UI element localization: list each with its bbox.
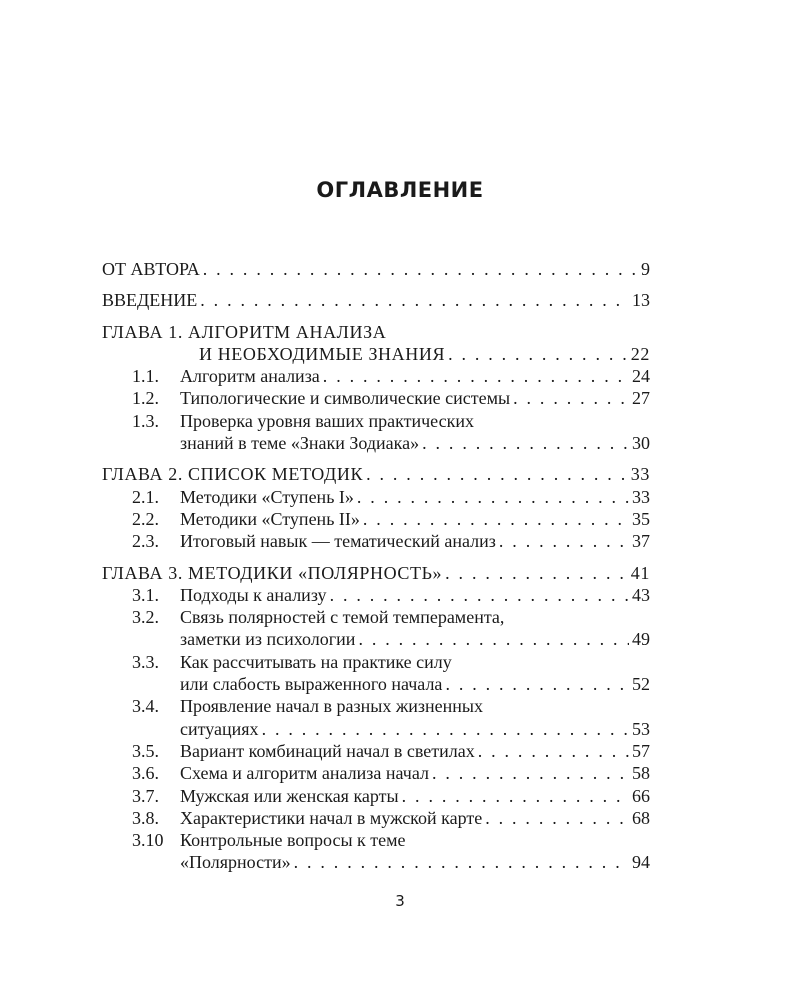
toc-entry-text-cont: или слабость выраженного начала bbox=[180, 674, 443, 695]
toc-section-3-3[interactable] bbox=[102, 651, 650, 696]
toc-section-number: 3.6. bbox=[132, 763, 159, 784]
toc-entry-text-cont: знаний в теме «Знаки Зодиака» bbox=[180, 433, 420, 454]
toc-section-1-1[interactable] bbox=[102, 365, 650, 387]
toc-entry-text: ВВЕДЕНИЕ bbox=[102, 290, 198, 311]
toc-section-number: 3.1. bbox=[132, 584, 159, 605]
dot-leader bbox=[262, 718, 629, 740]
toc-entry-ot-avtora[interactable] bbox=[102, 258, 650, 280]
toc-entry-text: Характеристики начал в мужской карте bbox=[180, 807, 483, 828]
toc-section-2-2[interactable] bbox=[102, 508, 650, 530]
toc-section-number: 3.2. bbox=[132, 607, 159, 628]
dot-leader bbox=[445, 673, 629, 695]
toc-entry-text: Как рассчитывать на практике силу bbox=[180, 651, 452, 672]
dot-leader bbox=[499, 530, 629, 552]
dot-leader bbox=[448, 343, 628, 365]
toc-section-2-3[interactable] bbox=[102, 530, 650, 552]
dot-leader bbox=[323, 365, 629, 387]
toc-page-number: 33 bbox=[632, 486, 650, 507]
toc-entry-text: И НЕОБХОДИМЫЕ ЗНАНИЯ bbox=[199, 343, 446, 364]
toc-entry-text: Подходы к анализу bbox=[180, 584, 327, 605]
toc-page-number: 94 bbox=[632, 852, 650, 873]
dot-leader bbox=[294, 851, 629, 873]
toc-page-number: 49 bbox=[632, 629, 650, 650]
toc-page-number: 22 bbox=[630, 343, 650, 364]
toc-page-number: 68 bbox=[632, 807, 650, 828]
toc-page-number: 52 bbox=[632, 674, 650, 695]
toc-section-3-6[interactable] bbox=[102, 762, 650, 784]
toc-section-1-3[interactable] bbox=[102, 410, 650, 455]
toc-section-3-1[interactable] bbox=[102, 584, 650, 606]
toc-section-1-2[interactable] bbox=[102, 387, 650, 409]
dot-leader bbox=[203, 258, 638, 280]
toc-entry-text-cont: ситуациях bbox=[180, 718, 259, 739]
toc-entry-text: Связь полярностей с темой темперамента, bbox=[180, 607, 505, 628]
toc-entry-text: Методики «Ступень II» bbox=[180, 508, 360, 529]
toc-section-number: 3.4. bbox=[132, 696, 159, 717]
toc-section-number: 3.10 bbox=[132, 830, 164, 851]
toc-page-number: 43 bbox=[632, 584, 650, 605]
toc-entry-text: Мужская или женская карты bbox=[180, 785, 399, 806]
toc-page-number: 57 bbox=[632, 740, 650, 761]
toc-entry-text: ОТ АВТОРА bbox=[102, 259, 200, 279]
toc-entry-text: Методики «Ступень I» bbox=[180, 486, 354, 507]
toc-entry-text-cont: «Полярности» bbox=[180, 852, 291, 873]
table-of-contents bbox=[102, 258, 650, 874]
toc-page-number: 24 bbox=[632, 366, 650, 387]
toc-entry-text: Вариант комбинаций начал в светилах bbox=[180, 740, 475, 761]
toc-page-number: 58 bbox=[632, 763, 650, 784]
toc-page-number: 53 bbox=[632, 718, 650, 739]
toc-page-number: 13 bbox=[632, 290, 650, 311]
toc-page-number: 30 bbox=[632, 433, 650, 454]
toc-page-number: 35 bbox=[632, 508, 650, 529]
dot-leader bbox=[445, 562, 628, 584]
toc-section-3-2[interactable] bbox=[102, 606, 650, 651]
dot-leader bbox=[357, 486, 629, 508]
dot-leader bbox=[485, 807, 629, 829]
toc-entry-text-cont: заметки из психологии bbox=[180, 629, 356, 650]
toc-section-2-1[interactable] bbox=[102, 486, 650, 508]
dot-leader bbox=[366, 463, 628, 485]
dot-leader bbox=[330, 584, 629, 606]
dot-leader bbox=[422, 432, 629, 454]
toc-section-number: 3.8. bbox=[132, 807, 159, 828]
toc-section-3-5[interactable] bbox=[102, 740, 650, 762]
toc-section-number: 2.3. bbox=[132, 531, 159, 552]
toc-page-number: 41 bbox=[630, 562, 650, 583]
toc-section-number: 3.3. bbox=[132, 651, 159, 672]
toc-page-number: 27 bbox=[632, 388, 650, 409]
toc-section-3-4[interactable] bbox=[102, 695, 650, 740]
toc-entry-text: Схема и алгоритм анализа начал bbox=[180, 763, 429, 784]
toc-entry-text: Итоговый навык — тематический анализ bbox=[180, 531, 496, 552]
toc-entry-text: Проявление начал в разных жизненных bbox=[180, 696, 483, 717]
toc-entry-text: Типологические и символические системы bbox=[180, 388, 511, 409]
toc-section-3-8[interactable] bbox=[102, 807, 650, 829]
toc-chapter-title-cont bbox=[102, 343, 650, 365]
toc-chapter-1[interactable] bbox=[102, 321, 650, 366]
toc-page-number: 37 bbox=[632, 531, 650, 552]
toc-section-number: 3.7. bbox=[132, 785, 159, 806]
toc-entry-vvedenie[interactable] bbox=[102, 289, 650, 311]
toc-section-number: 1.1. bbox=[132, 366, 159, 387]
toc-section-number: 2.2. bbox=[132, 508, 159, 529]
dot-leader bbox=[200, 289, 629, 311]
dot-leader bbox=[478, 740, 629, 762]
dot-leader bbox=[358, 628, 629, 650]
toc-chapter-2[interactable] bbox=[102, 463, 650, 485]
toc-section-number: 1.3. bbox=[132, 410, 159, 431]
toc-chapter-title: ГЛАВА 1. АЛГОРИТМ АНАЛИЗА bbox=[102, 321, 387, 342]
toc-entry-text: Проверка уровня ваших практических bbox=[180, 410, 474, 431]
toc-section-3-10[interactable] bbox=[102, 829, 650, 874]
toc-chapter-3[interactable] bbox=[102, 562, 650, 584]
toc-chapter-title: ГЛАВА 2. СПИСОК МЕТОДИК bbox=[102, 464, 364, 485]
page-number: 3 bbox=[395, 892, 405, 910]
dot-leader bbox=[402, 785, 629, 807]
toc-entry-text: Алгоритм анализа bbox=[180, 366, 320, 387]
toc-page-number: 9 bbox=[641, 259, 650, 279]
toc-page-number: 33 bbox=[630, 464, 650, 485]
dot-leader bbox=[363, 508, 629, 530]
toc-entry-text: Контрольные вопросы к теме bbox=[180, 830, 406, 851]
toc-section-number: 1.2. bbox=[132, 388, 159, 409]
page-title: ОГЛАВЛЕНИЕ bbox=[316, 178, 484, 202]
toc-section-3-7[interactable] bbox=[102, 785, 650, 807]
toc-section-number: 2.1. bbox=[132, 486, 159, 507]
toc-chapter-title: ГЛАВА 3. МЕТОДИКИ «ПОЛЯРНОСТЬ» bbox=[102, 562, 443, 583]
dot-leader bbox=[432, 762, 629, 784]
toc-page-number: 66 bbox=[632, 785, 650, 806]
toc-section-number: 3.5. bbox=[132, 740, 159, 761]
dot-leader bbox=[513, 387, 629, 409]
